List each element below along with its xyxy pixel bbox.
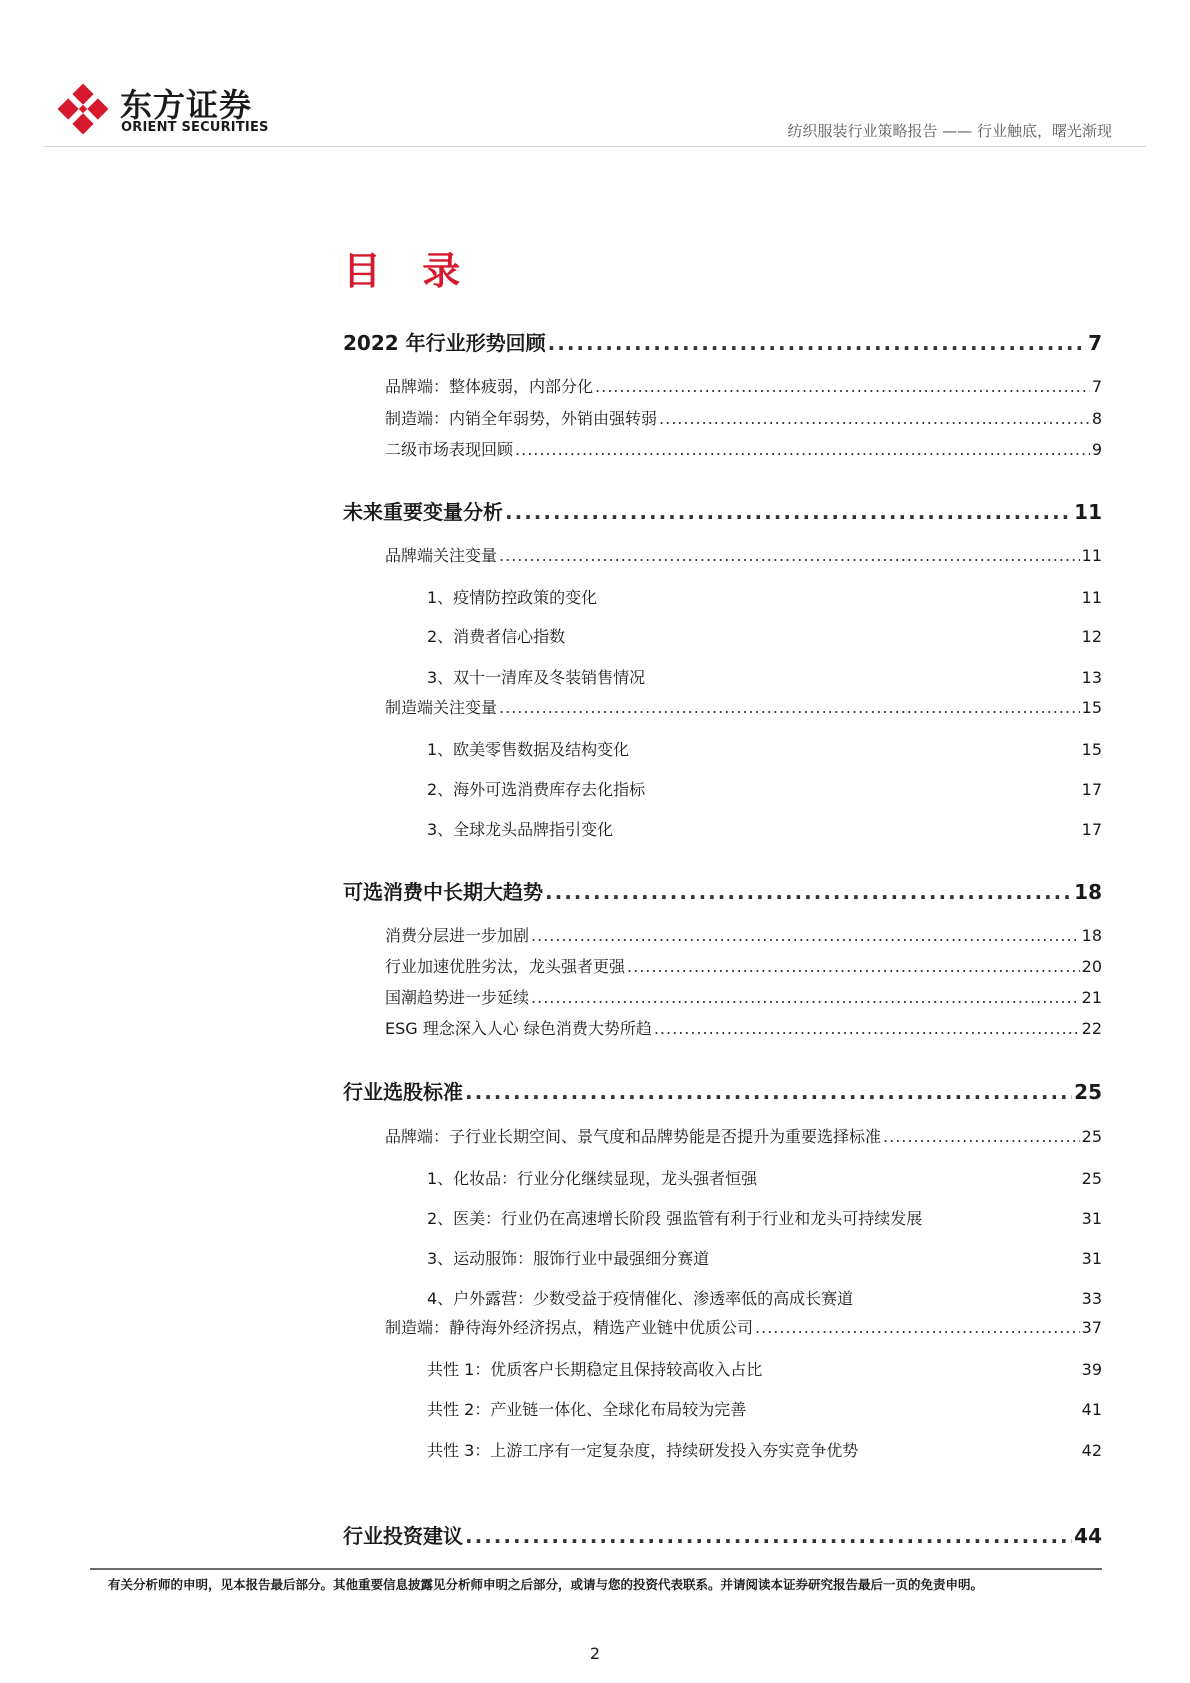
toc-entry-title: 2、消费者信心指数 xyxy=(427,627,566,646)
toc-entry[interactable] xyxy=(343,876,1102,905)
toc-entry[interactable] xyxy=(343,1397,1102,1420)
toc-entry-page: 12 xyxy=(1081,627,1102,646)
toc-entry-title: 3、双十一清库及冬装销售情况 xyxy=(427,668,646,687)
toc-entry-page: 13 xyxy=(1081,668,1102,687)
toc-entry[interactable] xyxy=(343,1520,1102,1549)
toc-entry[interactable] xyxy=(343,327,1102,356)
orient-securities-logo-icon xyxy=(56,82,110,136)
toc-entry-title: 共性 1：优质客户长期稳定且保持较高收入占比 xyxy=(427,1360,763,1379)
toc-entry-title: 行业选股标准 xyxy=(343,1080,463,1104)
toc-entry-page: 20 xyxy=(1081,957,1102,976)
toc-entry-title: 1、欧美零售数据及结构变化 xyxy=(427,740,630,759)
toc-entry-page: 39 xyxy=(1081,1360,1102,1379)
toc-entry[interactable] xyxy=(343,374,1102,397)
toc-entry[interactable] xyxy=(343,1166,1102,1189)
toc-entry[interactable] xyxy=(343,496,1102,525)
toc-entry[interactable] xyxy=(343,543,1102,566)
toc-entry[interactable] xyxy=(343,1124,1102,1147)
toc-entry-title: 行业加速优胜劣汰，龙头强者更强 xyxy=(385,957,626,976)
toc-leader xyxy=(595,377,1090,396)
toc-entry-title: 3、运动服饰：服饰行业中最强细分赛道 xyxy=(427,1249,710,1268)
logo-english-name: ORIENT SECURITIES xyxy=(121,120,269,135)
toc-entry[interactable] xyxy=(343,695,1102,718)
toc-entry-page: 22 xyxy=(1081,1019,1102,1038)
toc-entry-page: 25 xyxy=(1074,1080,1102,1104)
toc-entry-title: 共性 2：产业链一体化、全球化布局较为完善 xyxy=(427,1400,747,1419)
footer-disclaimer: 有关分析师的申明，见本报告最后部分。其他重要信息披露见分析师申明之后部分，或请与您的投资代表联系。并请阅读本证券研究报告最后一页的免责申明。 xyxy=(108,1577,984,1592)
toc-entry-title: 品牌端关注变量 xyxy=(385,546,498,565)
toc-entry-title: 4、户外露营：少数受益于疫情催化、渗透率低的高成长赛道 xyxy=(427,1289,854,1308)
toc-leader xyxy=(499,546,1080,565)
toc-entry-title: ESG 理念深入人心 绿色消费大势所趋 xyxy=(385,1019,652,1038)
toc-entry-page: 41 xyxy=(1081,1400,1102,1419)
toc-entry[interactable] xyxy=(343,1206,1102,1229)
toc-entry[interactable] xyxy=(343,406,1102,429)
toc-entry[interactable] xyxy=(343,1076,1102,1105)
toc-entry-title: 2、医美：行业仍在高速增长阶段 强监管有利于行业和龙头可持续发展 xyxy=(427,1209,923,1228)
header-divider xyxy=(44,146,1146,147)
toc-entry-page: 7 xyxy=(1091,377,1102,396)
toc-heading: 目 录 xyxy=(343,249,475,293)
toc-entry-title: 制造端：内销全年弱势，外销由强转弱 xyxy=(385,409,658,428)
toc-entry-page: 9 xyxy=(1091,440,1102,459)
toc-entry-title: 国潮趋势进一步延续 xyxy=(385,988,530,1007)
toc-entry[interactable] xyxy=(343,1016,1102,1039)
toc-entry[interactable] xyxy=(343,585,1102,608)
toc-entry-page: 11 xyxy=(1081,588,1102,607)
toc-entry[interactable] xyxy=(343,437,1102,460)
toc-entry-title: 1、疫情防控政策的变化 xyxy=(427,588,598,607)
toc-entry[interactable] xyxy=(343,954,1102,977)
toc-entry-page: 31 xyxy=(1081,1249,1102,1268)
toc-entry-page: 11 xyxy=(1074,500,1102,524)
company-logo xyxy=(56,80,269,138)
toc-entry-title: 未来重要变量分析 xyxy=(343,500,503,524)
toc-entry-page: 42 xyxy=(1081,1441,1102,1460)
toc-entry-page: 18 xyxy=(1074,880,1102,904)
toc-entry-title: 2、海外可选消费库存去化指标 xyxy=(427,780,646,799)
toc-leader xyxy=(548,331,1086,355)
logo-chinese-name: 东方证券 xyxy=(120,86,253,124)
toc-entry-title: 3、全球龙头品牌指引变化 xyxy=(427,820,614,839)
toc-leader xyxy=(627,957,1080,976)
toc-entry-page: 17 xyxy=(1081,820,1102,839)
toc-leader xyxy=(465,1080,1072,1104)
toc-entry[interactable] xyxy=(343,777,1102,800)
toc-entry-page: 25 xyxy=(1081,1127,1102,1146)
toc-entry-page: 11 xyxy=(1081,546,1102,565)
toc-leader xyxy=(755,1318,1080,1337)
toc-entry[interactable] xyxy=(343,1357,1102,1380)
toc-entry[interactable] xyxy=(343,1315,1102,1338)
toc-entry[interactable] xyxy=(343,985,1102,1008)
toc-leader xyxy=(659,409,1090,428)
toc-entry[interactable] xyxy=(343,817,1102,840)
toc-leader xyxy=(465,1524,1072,1548)
toc-leader xyxy=(654,1019,1080,1038)
toc-entry-page: 44 xyxy=(1074,1524,1102,1548)
toc-entry[interactable] xyxy=(343,923,1102,946)
toc-entry[interactable] xyxy=(343,1438,1102,1461)
toc-leader xyxy=(515,440,1090,459)
toc-entry-page: 37 xyxy=(1081,1318,1102,1337)
toc-entry-title: 2022 年行业形势回顾 xyxy=(343,331,546,355)
toc-entry-title: 制造端：静待海外经济拐点，精选产业链中优质公司 xyxy=(385,1318,754,1337)
toc-entry-page: 17 xyxy=(1081,780,1102,799)
toc-leader xyxy=(883,1127,1080,1146)
report-title: 纺织服装行业策略报告 —— 行业触底，曙光渐现 xyxy=(787,122,1112,140)
toc-entry[interactable] xyxy=(343,737,1102,760)
toc-entry-title: 品牌端：整体疲弱，内部分化 xyxy=(385,377,594,396)
toc-entry-page: 7 xyxy=(1088,331,1102,355)
footer-divider xyxy=(90,1568,1102,1570)
toc-leader xyxy=(499,698,1080,717)
toc-entry-page: 21 xyxy=(1081,988,1102,1007)
toc-entry-page: 31 xyxy=(1081,1209,1102,1228)
toc-entry[interactable] xyxy=(343,665,1102,688)
toc-entry-page: 25 xyxy=(1081,1169,1102,1188)
toc-entry-page: 33 xyxy=(1081,1289,1102,1308)
toc-entry-title: 1、化妆品：行业分化继续显现，龙头强者恒强 xyxy=(427,1169,758,1188)
toc-entry-title: 消费分层进一步加剧 xyxy=(385,926,530,945)
toc-entry-page: 15 xyxy=(1081,698,1102,717)
toc-entry[interactable] xyxy=(343,624,1102,647)
toc-entry[interactable] xyxy=(343,1246,1102,1269)
toc-leader xyxy=(545,880,1072,904)
toc-entry-page: 15 xyxy=(1081,740,1102,759)
toc-entry-page: 8 xyxy=(1091,409,1102,428)
toc-entry-title: 二级市场表现回顾 xyxy=(385,440,514,459)
toc-leader xyxy=(531,926,1080,945)
toc-entry-title: 行业投资建议 xyxy=(343,1524,463,1548)
toc-entry-title: 制造端关注变量 xyxy=(385,698,498,717)
page-number: 2 xyxy=(589,1644,601,1663)
toc-entry-page: 18 xyxy=(1081,926,1102,945)
toc-leader xyxy=(505,500,1072,524)
toc-entry-title: 可选消费中长期大趋势 xyxy=(343,880,543,904)
toc-entry[interactable] xyxy=(343,1286,1102,1309)
toc-entry-title: 共性 3：上游工序有一定复杂度，持续研发投入夯实竞争优势 xyxy=(427,1441,859,1460)
toc-entry-title: 品牌端：子行业长期空间、景气度和品牌势能是否提升为重要选择标准 xyxy=(385,1127,882,1146)
toc-leader xyxy=(531,988,1080,1007)
